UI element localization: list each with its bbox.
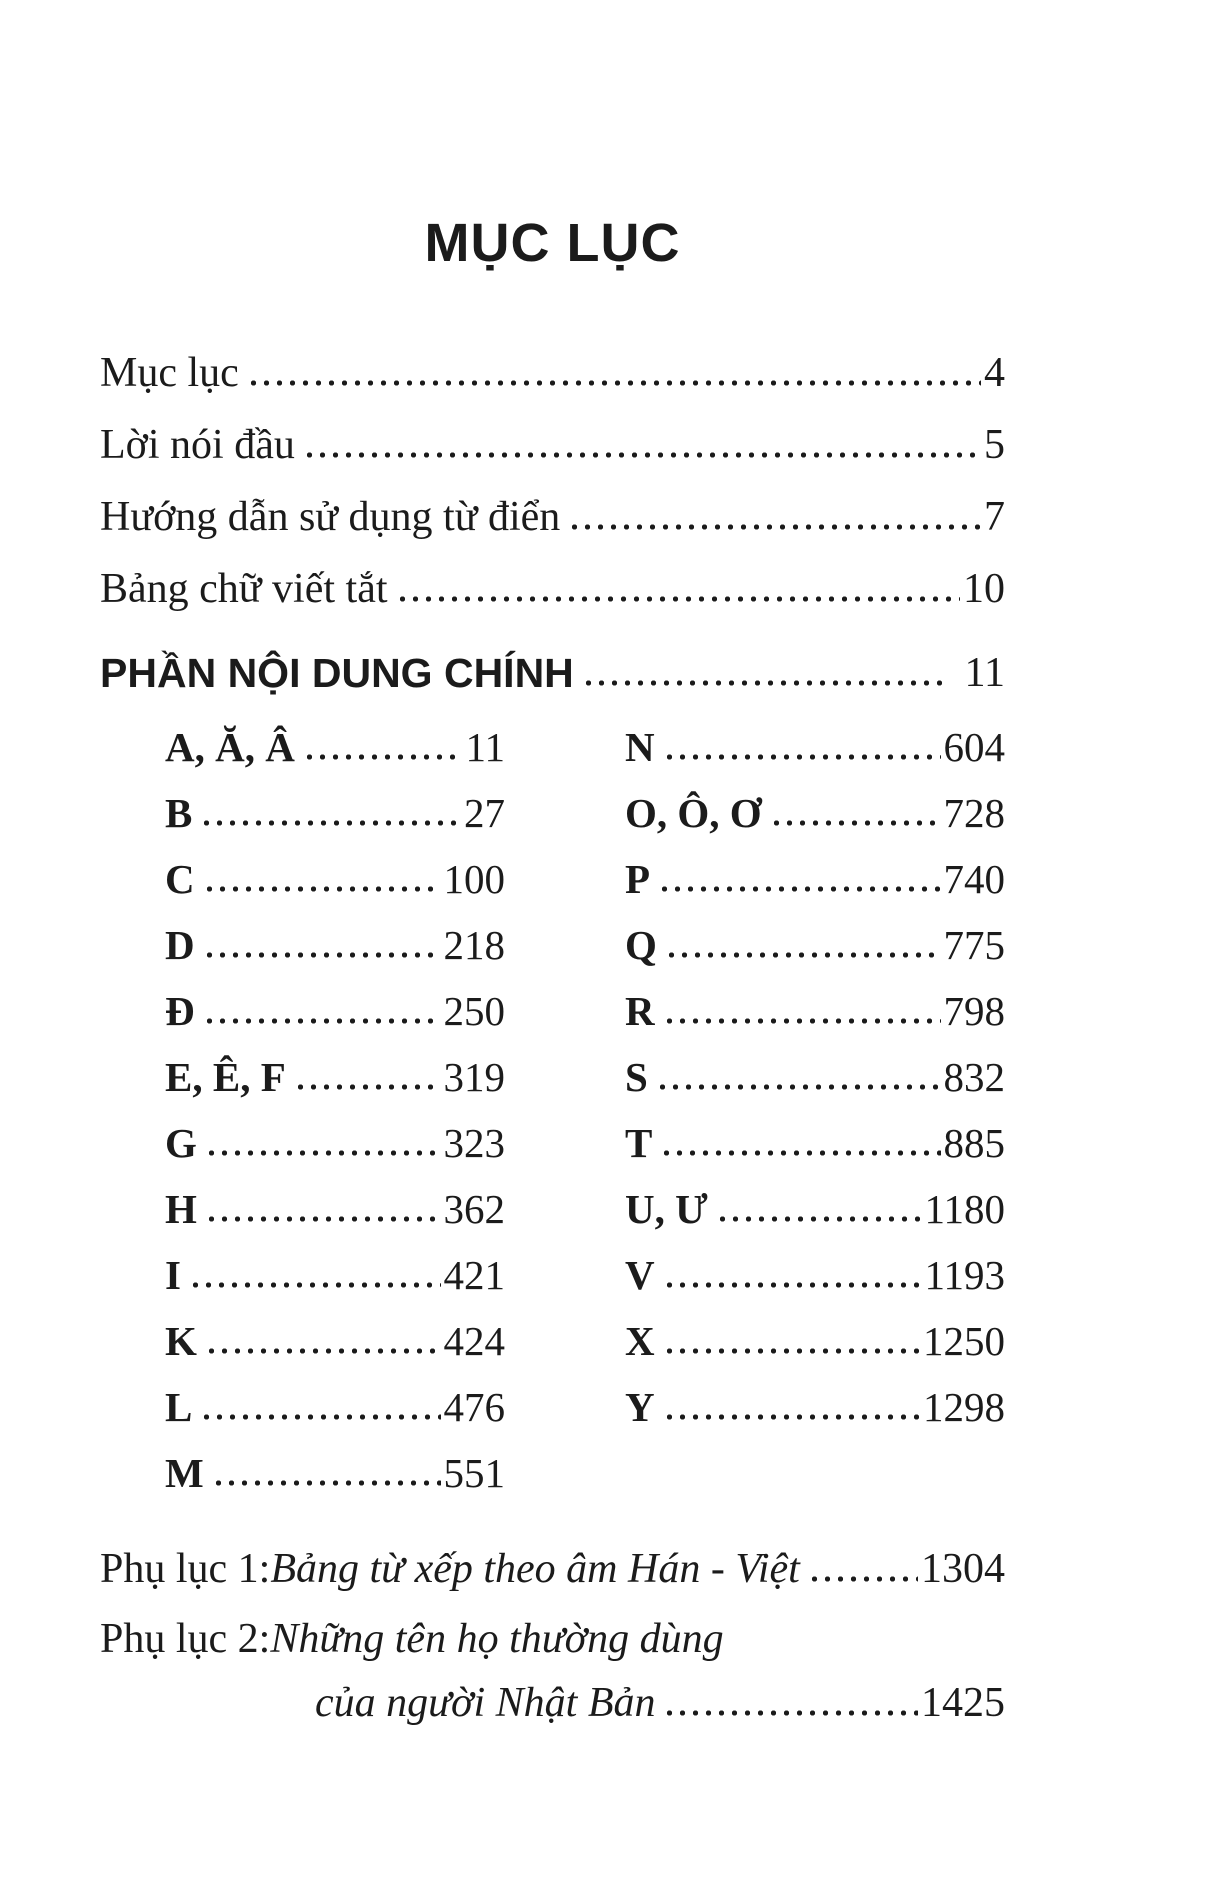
appendix-entry-2-line-1 xyxy=(100,1590,1005,1660)
page-number: 740 xyxy=(943,856,1005,902)
entry-label: Y xyxy=(625,1384,655,1430)
page-number: 5 xyxy=(984,422,1005,468)
entry-label: X xyxy=(625,1318,655,1364)
page-number: 4 xyxy=(984,350,1005,396)
page-number: 551 xyxy=(443,1450,505,1496)
entry-label: G xyxy=(165,1120,197,1166)
dot-leader xyxy=(205,1216,441,1222)
page-number: 798 xyxy=(943,988,1005,1034)
toc-entry-main-section xyxy=(100,620,1005,694)
dot-leader xyxy=(205,1348,441,1354)
appendix-entry-1 xyxy=(100,1520,1005,1590)
page-number: 1425 xyxy=(921,1680,1005,1726)
entry-label: D xyxy=(165,922,195,968)
page-number: 424 xyxy=(443,1318,505,1364)
letter-entry-y xyxy=(625,1362,1005,1428)
page-number: 362 xyxy=(443,1186,505,1232)
entry-label: Lời nói đầu xyxy=(100,422,295,468)
dot-leader xyxy=(212,1480,441,1486)
appendix-section xyxy=(100,1520,1005,1724)
letter-entry-a xyxy=(165,702,505,768)
dot-leader xyxy=(660,1150,940,1156)
dot-leader xyxy=(568,524,981,530)
page-number: 476 xyxy=(443,1384,505,1430)
letter-entry-r xyxy=(625,966,1005,1032)
letter-entry-s xyxy=(625,1032,1005,1098)
letter-entry-o xyxy=(625,768,1005,834)
letter-entry-d xyxy=(165,900,505,966)
letters-column-left xyxy=(165,702,505,1494)
page-number: 100 xyxy=(443,856,505,902)
dot-leader xyxy=(663,754,941,760)
dot-leader xyxy=(203,886,441,892)
letter-entry-t xyxy=(625,1098,1005,1164)
letters-column-right xyxy=(625,702,1005,1494)
entry-label: L xyxy=(165,1384,193,1430)
dot-leader xyxy=(203,952,441,958)
dot-leader xyxy=(770,820,941,826)
letter-entry-g xyxy=(165,1098,505,1164)
dot-leader xyxy=(303,452,981,458)
entry-prefix: Phụ lục 1: xyxy=(100,1546,271,1592)
letter-entry-x xyxy=(625,1296,1005,1362)
entry-label: K xyxy=(165,1318,197,1364)
page-number: 323 xyxy=(443,1120,505,1166)
page-number: 7 xyxy=(984,494,1005,540)
entry-label: I xyxy=(165,1252,181,1298)
appendix-entry-2-line-2 xyxy=(315,1660,1005,1724)
page-number: 11 xyxy=(964,650,1005,696)
letter-entry-p xyxy=(625,834,1005,900)
dot-leader xyxy=(663,1348,920,1354)
section-label: PHẦN NỘI DUNG CHÍNH xyxy=(100,650,574,696)
dot-leader xyxy=(582,680,950,686)
page-number: 604 xyxy=(943,724,1005,770)
letter-entry-n xyxy=(625,702,1005,768)
letter-entry-dd xyxy=(165,966,505,1032)
letter-entry-c xyxy=(165,834,505,900)
entry-label: Đ xyxy=(165,988,195,1034)
entry-label: H xyxy=(165,1186,197,1232)
page-number: 832 xyxy=(943,1054,1005,1100)
entry-prefix: Phụ lục 2: xyxy=(100,1616,271,1662)
page-number: 775 xyxy=(943,922,1005,968)
entry-label: Hướng dẫn sử dụng từ điển xyxy=(100,494,561,540)
entry-label: O, Ô, Ơ xyxy=(625,790,762,836)
dot-leader xyxy=(663,1710,918,1716)
dot-leader xyxy=(808,1576,918,1582)
dot-leader xyxy=(396,596,960,602)
entry-label: Bảng chữ viết tắt xyxy=(100,566,388,612)
toc-entry-huong-dan xyxy=(100,466,1005,538)
letter-entry-l xyxy=(165,1362,505,1428)
entry-label: P xyxy=(625,856,651,902)
letter-entry-q xyxy=(625,900,1005,966)
page-number: 1304 xyxy=(921,1546,1005,1592)
entry-label: C xyxy=(165,856,195,902)
dot-leader xyxy=(716,1216,922,1222)
dot-leader xyxy=(658,886,940,892)
entry-label: E, Ê, F xyxy=(165,1054,286,1100)
letters-grid xyxy=(165,702,1005,1494)
entry-label: M xyxy=(165,1450,204,1496)
entry-title: Bảng từ xếp theo âm Hán - Việt xyxy=(270,1546,800,1592)
letter-entry-e xyxy=(165,1032,505,1098)
page-number: 250 xyxy=(443,988,505,1034)
dot-leader xyxy=(294,1084,441,1090)
entry-label: V xyxy=(625,1252,655,1298)
entry-label: U, Ư xyxy=(625,1186,708,1232)
dot-leader xyxy=(247,380,981,386)
entry-label: S xyxy=(625,1054,648,1100)
dot-leader xyxy=(200,820,461,826)
dot-leader xyxy=(200,1414,440,1420)
letter-entry-u xyxy=(625,1164,1005,1230)
entry-title-continuation: của người Nhật Bản xyxy=(315,1680,656,1726)
letter-entry-i xyxy=(165,1230,505,1296)
page-number: 218 xyxy=(443,922,505,968)
entry-label: Mục lục xyxy=(100,350,239,396)
dot-leader xyxy=(656,1084,941,1090)
entry-label: B xyxy=(165,790,193,836)
entry-label: N xyxy=(625,724,655,770)
toc-entry-muc-luc xyxy=(100,322,1005,394)
page-number: 421 xyxy=(443,1252,505,1298)
page-number: 1250 xyxy=(923,1318,1005,1364)
letter-entry-b xyxy=(165,768,505,834)
toc-entry-bang-chu-viet-tat xyxy=(100,538,1005,610)
entry-label: R xyxy=(625,988,655,1034)
page-number: 728 xyxy=(943,790,1005,836)
dot-leader xyxy=(665,952,941,958)
letter-entry-h xyxy=(165,1164,505,1230)
entry-label: Q xyxy=(625,922,657,968)
page-number: 27 xyxy=(464,790,505,836)
letter-entry-v xyxy=(625,1230,1005,1296)
page-number: 1180 xyxy=(924,1186,1005,1232)
page-number: 319 xyxy=(443,1054,505,1100)
toc-entry-loi-noi-dau xyxy=(100,394,1005,466)
letter-entry-m xyxy=(165,1428,505,1494)
dot-leader xyxy=(663,1414,920,1420)
dot-leader xyxy=(203,1018,441,1024)
letter-entry-k xyxy=(165,1296,505,1362)
page-number: 11 xyxy=(465,724,505,770)
page-title: MỤC LỤC xyxy=(424,213,681,273)
dot-leader xyxy=(303,754,463,760)
entry-label: T xyxy=(625,1120,653,1166)
entry-title: Những tên họ thường dùng xyxy=(270,1616,724,1662)
dot-leader xyxy=(205,1150,441,1156)
page-number: 1298 xyxy=(923,1384,1005,1430)
dot-leader xyxy=(663,1018,941,1024)
page-number: 885 xyxy=(943,1120,1005,1166)
dot-leader xyxy=(189,1282,441,1288)
entry-label: A, Ă, Â xyxy=(165,724,295,770)
page-number: 1193 xyxy=(924,1252,1005,1298)
dot-leader xyxy=(663,1282,922,1288)
page-number: 10 xyxy=(963,566,1005,612)
